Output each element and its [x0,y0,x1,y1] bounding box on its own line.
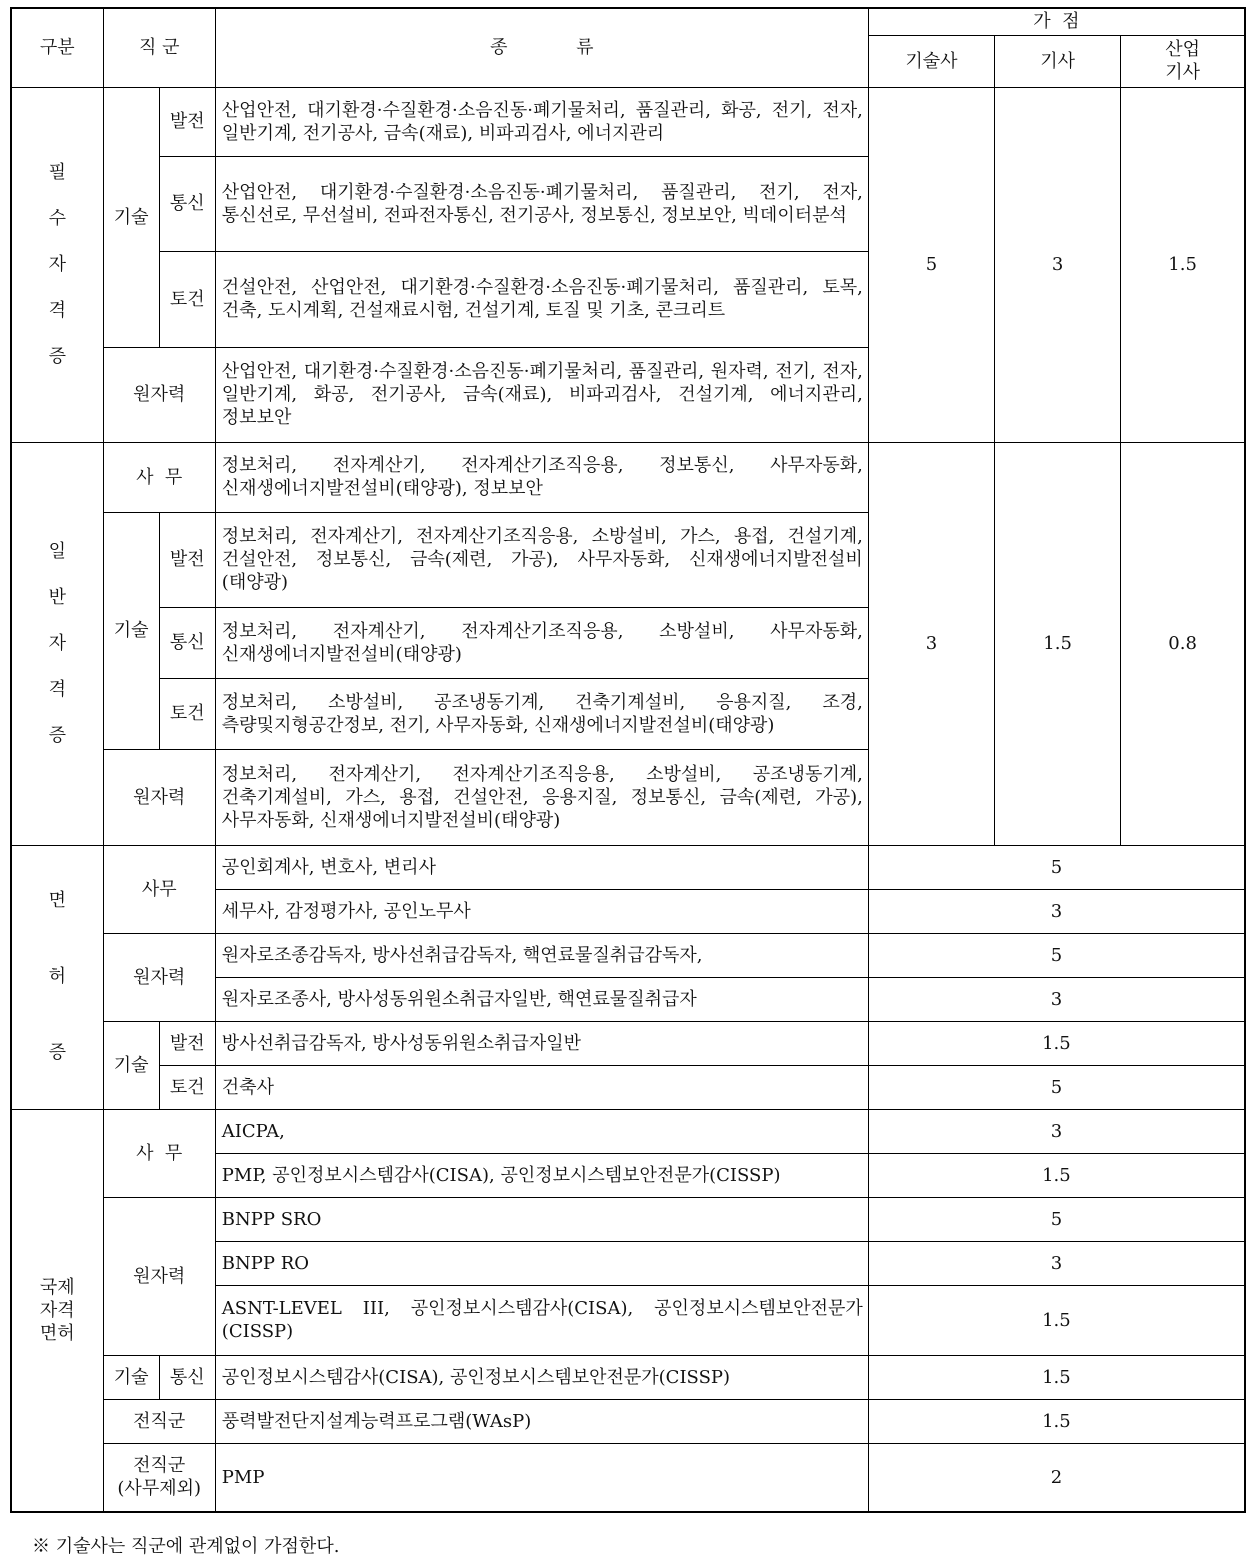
general-baljeon-list: 정보처리, 전자계산기, 전자계산기조직응용, 소방설비, 가스, 용접, 건설기계, 건설안전, 정보통신, 금속(제련, 가공), 사무자동화, 신재생에너지발전설비(태양광) [215,512,868,607]
license-samu-2: 세무사, 감정평가사, 공인노무사 [215,889,868,933]
required-pts-gisulsa: 5 [868,87,994,442]
intl-won-1: BNPP SRO [215,1197,868,1241]
jikgun-gisul: 기술 [103,87,159,347]
header-gisulsa: 기술사 [868,35,994,87]
general-pts-saneop: 0.8 [1121,442,1245,845]
section-intl-label [11,1109,103,1512]
bonus-points-table [10,7,1246,1513]
jikgun-samu: 사무 [103,845,215,933]
section-char: 반 [48,586,67,608]
jikgun-wonjaryeok: 원자력 [103,1197,215,1355]
general-samu-list: 정보처리, 전자계산기, 전자계산기조직응용, 정보통신, 사무자동화, 신재생에너지발전설비(태양광), 정보보안 [215,442,868,512]
sub-baljeon: 발전 [159,1021,215,1065]
intl-tongsin-pts: 1.5 [868,1355,1245,1399]
intl-samu-2-pts: 1.5 [868,1153,1245,1197]
header-gubun: 구분 [11,8,103,87]
sub-baljeon: 발전 [159,87,215,156]
jikgun-wonjaryeok: 원자력 [103,933,215,1021]
general-togeon-list: 정보처리, 소방설비, 공조냉동기계, 건축기계설비, 응용지질, 조경, 측량및지형공간정보, 전기, 사무자동화, 신재생에너지발전설비(태양광) [215,678,868,749]
section-line: 국제 [39,1276,75,1298]
section-char: 면 [48,890,67,911]
jikgun-all: 전직군 [103,1399,215,1443]
license-togeon-pts: 5 [868,1065,1245,1109]
intl-won-2: BNPP RO [215,1241,868,1285]
footnote: ※ 기술사는 직군에 관계없이 가점한다. [32,1536,340,1557]
general-pts-gisa: 1.5 [995,442,1121,845]
header-saneop-gisa [1121,35,1245,87]
jikgun-gisul: 기술 [103,512,159,749]
section-char: 증 [48,1042,67,1063]
header-jikgun: 직 군 [103,8,215,87]
sub-togeon: 토건 [159,678,215,749]
header-saneop-line2: 기사 [1165,62,1200,83]
section-char: 자 [48,632,67,654]
section-line: 면허 [39,1322,75,1344]
general-tongsin-list: 정보처리, 전자계산기, 전자계산기조직응용, 소방설비, 사무자동화, 신재생에너지발전설비(태양광) [215,607,868,678]
jikgun-samu: 사 무 [103,442,215,512]
header-gisa: 기사 [995,35,1121,87]
required-pts-gisa: 3 [995,87,1121,442]
sub-togeon: 토건 [159,1065,215,1109]
jikgun-gisul: 기술 [103,1355,159,1399]
intl-samu-2: PMP, 공인정보시스템감사(CISA), 공인정보시스템보안전문가(CISSP) [215,1153,868,1197]
intl-all-pts: 1.5 [868,1399,1245,1443]
required-baljeon-list: 산업안전, 대기환경·수질환경·소음진동·폐기물처리, 품질관리, 화공, 전기, 전자, 일반기계, 전기공사, 금속(재료), 비파괴검사, 에너지관리 [215,87,868,156]
header-gajeom: 가 점 [868,8,1245,35]
section-char: 수 [48,207,67,229]
jikgun-wonjaryeok: 원자력 [103,347,215,442]
license-samu-1-pts: 5 [868,845,1245,889]
intl-samu-1-pts: 3 [868,1109,1245,1153]
jikgun-wonjaryeok: 원자력 [103,749,215,845]
sub-togeon: 토건 [159,251,215,347]
license-togeon: 건축사 [215,1065,868,1109]
intl-won-3-pts: 1.5 [868,1285,1245,1355]
section-char: 자 [48,253,67,275]
sub-tongsin: 통신 [159,156,215,251]
license-won-2-pts: 3 [868,977,1245,1021]
jikgun-all-ex-line1: 전직군 [133,1455,186,1477]
license-samu-1: 공인회계사, 변호사, 변리사 [215,845,868,889]
section-char: 증 [48,724,67,746]
intl-all-ex: PMP [215,1443,868,1512]
license-won-1-pts: 5 [868,933,1245,977]
intl-tongsin: 공인정보시스템감사(CISA), 공인정보시스템보안전문가(CISSP) [215,1355,868,1399]
section-char: 격 [48,299,67,321]
jikgun-gisul: 기술 [103,1021,159,1109]
intl-all: 풍력발전단지설계능력프로그램(WAsP) [215,1399,868,1443]
intl-all-ex-pts: 2 [868,1443,1245,1512]
section-char: 일 [48,540,67,562]
required-wonjaryeok-list: 산업안전, 대기환경·수질환경·소음진동·폐기물처리, 품질관리, 원자력, 전기, 전자, 일반기계, 화공, 전기공사, 금속(재료), 비파괴검사, 건설기계, 에너지관리, 정보보안 [215,347,868,442]
intl-won-2-pts: 3 [868,1241,1245,1285]
jikgun-samu: 사 무 [103,1109,215,1197]
intl-samu-1: AICPA, [215,1109,868,1153]
license-samu-2-pts: 3 [868,889,1245,933]
license-won-2: 원자로조종사, 방사성동위원소취급자일반, 핵연료물질취급자 [215,977,868,1021]
general-wonjaryeok-list: 정보처리, 전자계산기, 전자계산기조직응용, 소방설비, 공조냉동기계, 건축기계설비, 가스, 용접, 건설안전, 응용지질, 정보통신, 금속(제련, 가공), 사무자동화, 신재생에너지발전설비(태양광) [215,749,868,845]
jikgun-all-except-samu [103,1443,215,1512]
sub-baljeon: 발전 [159,512,215,607]
section-char: 증 [48,345,67,367]
section-required-label [11,87,103,442]
sub-tongsin: 통신 [159,1355,215,1399]
intl-won-1-pts: 5 [868,1197,1245,1241]
license-baljeon: 방사선취급감독자, 방사성동위원소취급자일반 [215,1021,868,1065]
section-line: 자격 [39,1299,75,1321]
license-won-1: 원자로조종감독자, 방사선취급감독자, 핵연료물질취급감독자, [215,933,868,977]
sub-tongsin: 통신 [159,607,215,678]
required-togeon-list: 건설안전, 산업안전, 대기환경·수질환경·소음진동·폐기물처리, 품질관리, 토목, 건축, 도시계획, 건설재료시험, 건설기계, 토질 및 기초, 콘크리트 [215,251,868,347]
header-jongryu: 종 류 [215,8,868,87]
required-pts-saneop: 1.5 [1121,87,1245,442]
general-pts-gisulsa: 3 [868,442,994,845]
jikgun-all-ex-line2: (사무제외) [117,1478,202,1500]
required-tongsin-list: 산업안전, 대기환경·수질환경·소음진동·폐기물처리, 품질관리, 전기, 전자, 통신선로, 무선설비, 전파전자통신, 전기공사, 정보통신, 정보보안, 빅데이터분석 [215,156,868,251]
intl-won-3: ASNT-LEVEL III, 공인정보시스템감사(CISA), 공인정보시스템보안전문가(CISSP) [215,1285,868,1355]
section-char: 필 [48,161,67,183]
section-char: 격 [48,678,67,700]
section-license-label [11,845,103,1109]
license-baljeon-pts: 1.5 [868,1021,1245,1065]
section-char: 허 [48,966,67,987]
header-saneop-line1: 산업 [1165,39,1200,60]
section-general-label [11,442,103,845]
